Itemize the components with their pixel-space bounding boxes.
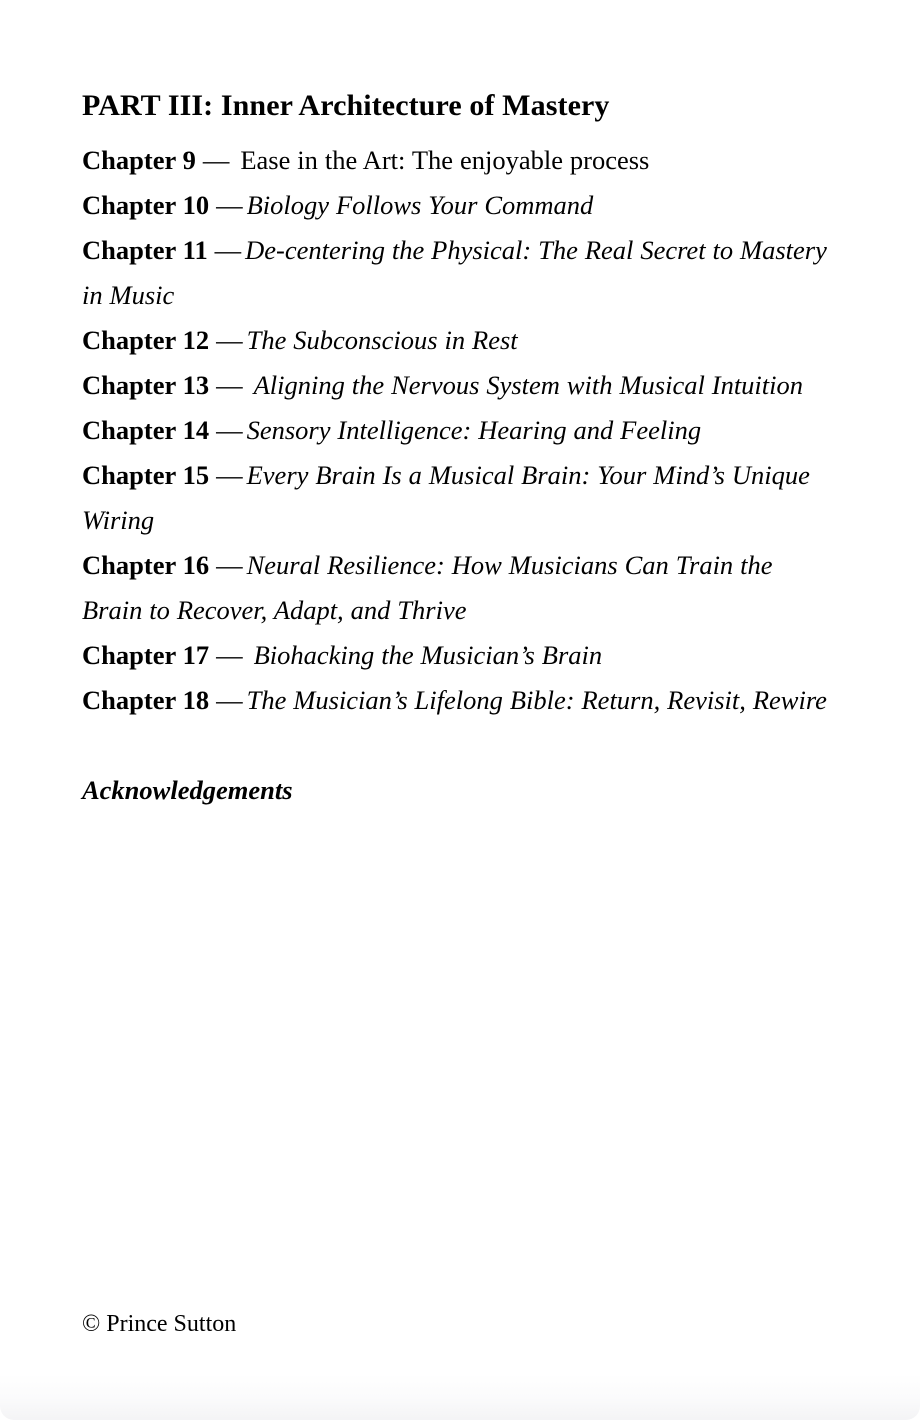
toc-entry-title: Ease in the Art: The enjoyable process — [240, 145, 650, 175]
page-title: PART III: Inner Architecture of Mastery — [82, 89, 610, 122]
toc-entry-label: Chapter 15 — [82, 460, 210, 490]
toc-entry[interactable] — [82, 183, 838, 228]
toc-entry-title: Biohacking the Musician’s Brain — [253, 640, 603, 670]
toc-entry-title: The Subconscious in Rest — [246, 325, 518, 355]
toc-entry-title: Biology Follows Your Command — [246, 190, 594, 220]
toc-entry[interactable] — [82, 678, 838, 723]
toc-entry[interactable] — [82, 363, 838, 408]
toc-entry-label: Chapter 17 — [82, 640, 210, 670]
table-of-contents-list — [82, 138, 838, 723]
toc-entry-label: Chapter 16 — [82, 550, 210, 580]
toc-entry-dash: — — [216, 640, 243, 670]
toc-entry-title: The Musician’s Lifelong Bible: Return, Revisit, Rewire — [246, 685, 827, 715]
document-content — [82, 84, 838, 813]
toc-entry-dash: — — [216, 460, 243, 490]
section-spacer — [82, 723, 838, 768]
toc-entry-dash: — — [216, 190, 243, 220]
toc-entry-title: De-centering the Physical: The Real Secret to Mastery in Music — [82, 235, 827, 310]
toc-entry-label: Chapter 18 — [82, 685, 210, 715]
toc-entry[interactable] — [82, 138, 838, 183]
toc-entry-dash: — — [202, 145, 230, 175]
toc-entry[interactable] — [82, 318, 838, 363]
toc-entry-label: Chapter 12 — [82, 325, 210, 355]
section-heading-acknowledgements: Acknowledgements — [82, 775, 293, 805]
toc-entry-dash: — — [216, 415, 243, 445]
toc-entry-dash: — — [216, 370, 243, 400]
toc-entry-label: Chapter 13 — [82, 370, 210, 400]
copyright-notice: © Prince Sutton — [82, 1311, 237, 1337]
toc-entry-title: Sensory Intelligence: Hearing and Feeling — [246, 415, 702, 445]
toc-entry-dash: — — [216, 325, 243, 355]
toc-entry[interactable] — [82, 228, 838, 318]
toc-entry-label: Chapter 9 — [82, 145, 196, 175]
toc-entry-label: Chapter 11 — [82, 235, 208, 265]
toc-entry-dash: — — [214, 235, 242, 265]
toc-entry[interactable] — [82, 633, 838, 678]
toc-entry[interactable] — [82, 543, 838, 633]
toc-entry-title: Every Brain Is a Musical Brain: Your Mind’s Unique Wiring — [82, 460, 810, 535]
toc-entry-label: Chapter 14 — [82, 415, 210, 445]
toc-entry[interactable] — [82, 408, 838, 453]
toc-entry[interactable] — [82, 453, 838, 543]
toc-entry-dash: — — [216, 550, 243, 580]
toc-entry-label: Chapter 10 — [82, 190, 210, 220]
toc-entry-dash: — — [216, 685, 243, 715]
toc-entry-title: Neural Resilience: How Musicians Can Train the Brain to Recover, Adapt, and Thrive — [82, 550, 773, 625]
bottom-fade-overlay — [0, 1374, 920, 1420]
toc-entry-title: Aligning the Nervous System with Musical Intuition — [253, 370, 804, 400]
